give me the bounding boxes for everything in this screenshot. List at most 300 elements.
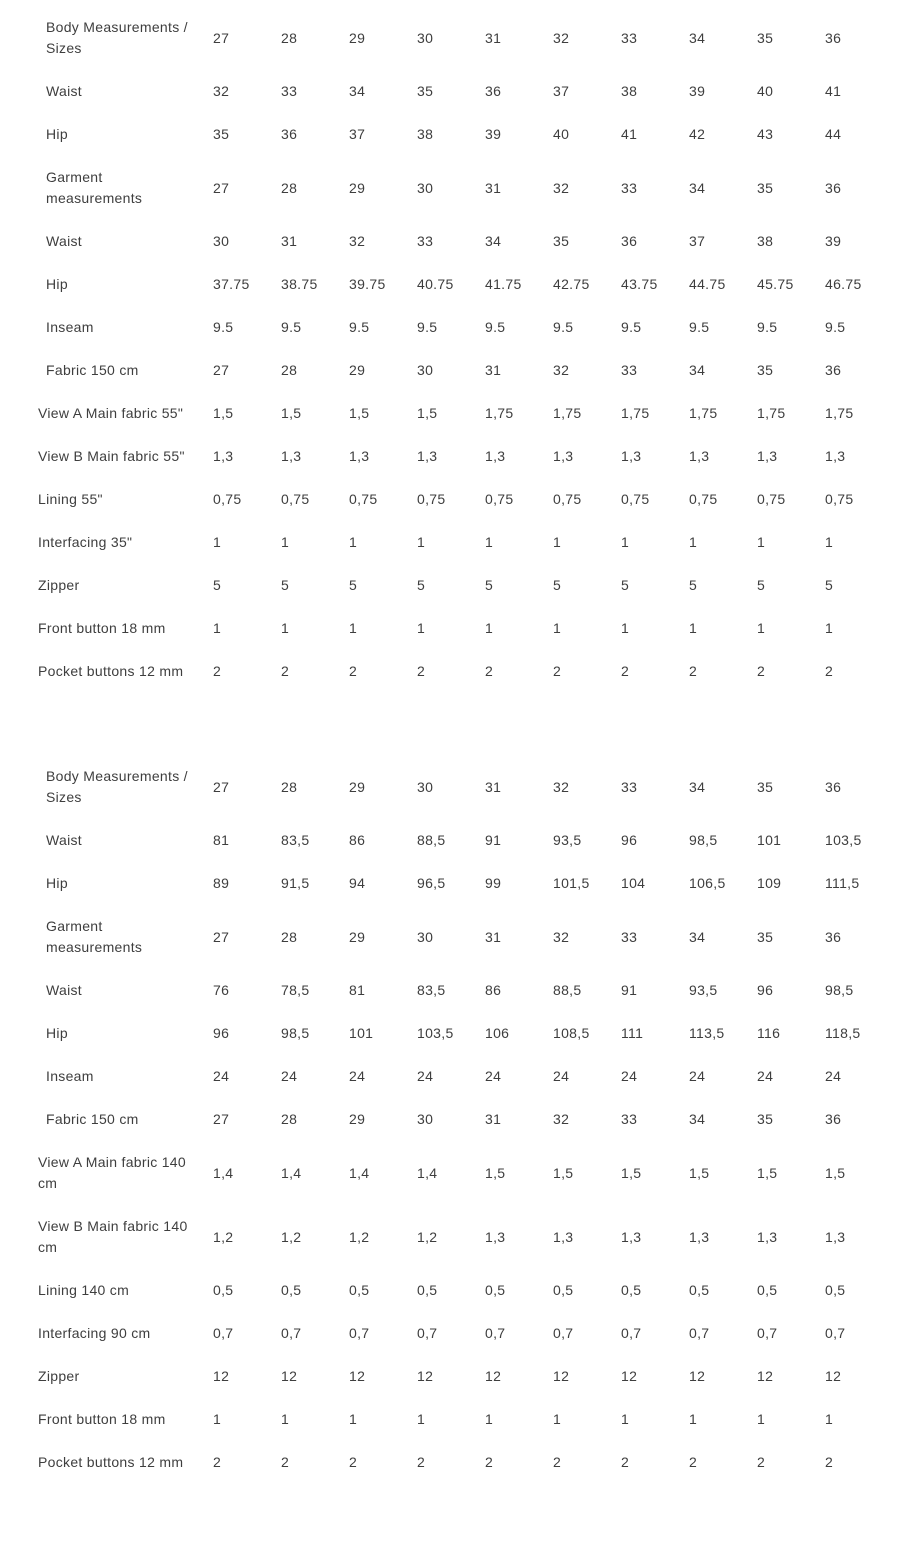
cell-value: 41 (825, 83, 842, 99)
cell-value: 1 (213, 1411, 222, 1427)
cell-value: 0,7 (757, 1325, 778, 1341)
cell-value: 1 (417, 620, 426, 636)
cell-value: 2 (417, 1454, 426, 1470)
row-label: Waist (46, 982, 82, 998)
cell-value: 0,75 (689, 491, 718, 507)
cell-value: 1 (689, 620, 698, 636)
cell-value: 0,7 (485, 1325, 506, 1341)
cell-value: 1,75 (621, 405, 650, 421)
cell-value: 29 (349, 179, 366, 196)
cell-value: 32 (553, 179, 570, 196)
table-row (38, 70, 893, 113)
cell-value: 34 (689, 1111, 706, 1127)
cell-value: 1,3 (485, 448, 506, 464)
cell-value: 1,3 (825, 1228, 846, 1245)
cell-value: 1,3 (553, 448, 574, 464)
cell-value: 1,3 (825, 448, 846, 464)
cell-value: 9.5 (417, 319, 438, 335)
cell-value: 9.5 (213, 319, 234, 335)
cell-value: 37 (349, 126, 366, 142)
cell-value: 30 (417, 179, 434, 196)
cell-value: 24 (621, 1068, 638, 1084)
cell-value: 32 (553, 778, 570, 795)
cell-value: 0,75 (281, 491, 310, 507)
cell-value: 1 (825, 620, 834, 636)
cell-value: 29 (349, 1111, 366, 1127)
cell-value: 34 (349, 83, 366, 99)
cell-value: 1 (281, 620, 290, 636)
cell-value: 35 (213, 126, 230, 142)
table-row (38, 650, 893, 693)
cell-value: 1 (281, 534, 290, 550)
table-row (38, 905, 893, 969)
cell-value: 2 (213, 1454, 222, 1470)
cell-value: 0,5 (689, 1282, 710, 1298)
cell-value: 5 (757, 577, 766, 593)
row-label: Front button 18 mm (38, 1411, 166, 1427)
cell-value: 41.75 (485, 276, 522, 292)
cell-value: 0,5 (485, 1282, 506, 1298)
cell-value: 41 (621, 126, 638, 142)
table-row (38, 862, 893, 905)
cell-value: 104 (621, 875, 646, 891)
cell-value: 12 (349, 1368, 366, 1384)
table-row (38, 755, 893, 819)
cell-value: 33 (281, 83, 298, 99)
cell-value: 1,3 (213, 448, 234, 464)
cell-value: 27 (213, 179, 230, 196)
cell-value: 101 (349, 1025, 374, 1041)
cell-value: 29 (349, 928, 366, 945)
cell-value: 109 (757, 875, 782, 891)
cell-value: 31 (485, 362, 502, 378)
table-row (38, 435, 893, 478)
table-row (38, 607, 893, 650)
cell-value: 24 (417, 1068, 434, 1084)
cell-value: 35 (757, 362, 774, 378)
cell-value: 39 (689, 83, 706, 99)
cell-value: 2 (553, 663, 562, 679)
cell-value: 9.5 (349, 319, 370, 335)
row-label: Garment measurements (46, 169, 143, 206)
cell-value: 0,7 (349, 1325, 370, 1341)
cell-value: 35 (757, 928, 774, 945)
cell-value: 2 (689, 663, 698, 679)
cell-value: 12 (213, 1368, 230, 1384)
cell-value: 1 (485, 534, 494, 550)
cell-value: 12 (621, 1368, 638, 1384)
table-row (38, 478, 893, 521)
table-row (38, 263, 893, 306)
cell-value: 1 (213, 620, 222, 636)
cell-value: 1,4 (213, 1164, 234, 1181)
table-row (38, 1012, 893, 1055)
table-row (38, 521, 893, 564)
cell-value: 1,5 (553, 1164, 574, 1181)
cell-value: 34 (689, 179, 706, 196)
cell-value: 36 (825, 362, 842, 378)
cell-value: 113,5 (689, 1025, 725, 1041)
cell-value: 1 (757, 620, 766, 636)
cell-value: 35 (757, 29, 774, 46)
cell-value: 1,75 (485, 405, 514, 421)
row-label: View A Main fabric 55" (38, 405, 184, 421)
cell-value: 1,2 (213, 1228, 234, 1245)
cell-value: 1 (757, 534, 766, 550)
cell-value: 88,5 (553, 982, 582, 998)
cell-value: 34 (689, 29, 706, 46)
cell-value: 1,3 (689, 448, 710, 464)
cell-value: 27 (213, 928, 230, 945)
cell-value: 36 (825, 179, 842, 196)
cell-value: 37 (689, 233, 706, 249)
cell-value: 98,5 (689, 832, 718, 848)
table-row (38, 1398, 893, 1441)
cell-value: 36 (825, 29, 842, 46)
cell-value: 2 (349, 1454, 358, 1470)
cell-value: 1,75 (553, 405, 582, 421)
cell-value: 29 (349, 778, 366, 795)
row-label: View A Main fabric 140 cm (38, 1154, 186, 1191)
metric-size-table (38, 755, 893, 1484)
cell-value: 36 (825, 1111, 842, 1127)
cell-value: 86 (485, 982, 502, 998)
cell-value: 34 (689, 928, 706, 945)
table-row (38, 1205, 893, 1269)
row-label: Fabric 150 cm (46, 1111, 139, 1127)
cell-value: 1,3 (281, 448, 302, 464)
cell-value: 5 (689, 577, 698, 593)
cell-value: 0,75 (349, 491, 378, 507)
cell-value: 1 (757, 1411, 766, 1427)
cell-value: 1,3 (553, 1228, 574, 1245)
cell-value: 99 (485, 875, 502, 891)
cell-value: 9.5 (621, 319, 642, 335)
cell-value: 1 (689, 1411, 698, 1427)
cell-value: 5 (553, 577, 562, 593)
row-label: Inseam (46, 1068, 94, 1084)
cell-value: 1,5 (213, 405, 234, 421)
table-row (38, 1055, 893, 1098)
cell-value: 118,5 (825, 1025, 861, 1041)
cell-value: 38 (417, 126, 434, 142)
cell-value: 24 (689, 1068, 706, 1084)
row-label: View B Main fabric 55" (38, 448, 185, 464)
row-label: Waist (46, 832, 82, 848)
table-row (38, 1441, 893, 1484)
row-label: Inseam (46, 319, 94, 335)
cell-value: 1 (553, 620, 562, 636)
cell-value: 43 (757, 126, 774, 142)
row-label: Lining 55" (38, 491, 103, 507)
cell-value: 32 (553, 1111, 570, 1127)
cell-value: 2 (281, 663, 290, 679)
cell-value: 9.5 (281, 319, 302, 335)
cell-value: 36 (485, 83, 502, 99)
cell-value: 36 (825, 778, 842, 795)
cell-value: 1,5 (417, 405, 438, 421)
cell-value: 34 (485, 233, 502, 249)
cell-value: 31 (485, 1111, 502, 1127)
table-row (38, 1269, 893, 1312)
row-label: Lining 140 cm (38, 1282, 130, 1298)
cell-value: 40 (757, 83, 774, 99)
cell-value: 2 (281, 1454, 290, 1470)
cell-value: 35 (757, 1111, 774, 1127)
cell-value: 36 (281, 126, 298, 142)
cell-value: 94 (349, 875, 366, 891)
cell-value: 45.75 (757, 276, 794, 292)
cell-value: 27 (213, 778, 230, 795)
cell-value: 2 (757, 1454, 766, 1470)
cell-value: 34 (689, 362, 706, 378)
cell-value: 1 (621, 1411, 630, 1427)
cell-value: 1,5 (281, 405, 302, 421)
cell-value: 5 (349, 577, 358, 593)
cell-value: 83,5 (281, 832, 310, 848)
cell-value: 0,75 (485, 491, 514, 507)
row-label: Hip (46, 276, 68, 292)
cell-value: 39.75 (349, 276, 386, 292)
cell-value: 0,5 (757, 1282, 778, 1298)
cell-value: 42 (689, 126, 706, 142)
cell-value: 1,75 (689, 405, 718, 421)
cell-value: 38.75 (281, 276, 318, 292)
table-row (38, 392, 893, 435)
cell-value: 103,5 (825, 832, 862, 848)
cell-value: 1,3 (757, 448, 778, 464)
row-label: Waist (46, 233, 82, 249)
cell-value: 91,5 (281, 875, 310, 891)
cell-value: 0,7 (417, 1325, 438, 1341)
cell-value: 1,3 (417, 448, 438, 464)
cell-value: 35 (757, 778, 774, 795)
cell-value: 2 (621, 663, 630, 679)
table-row (38, 564, 893, 607)
cell-value: 24 (825, 1068, 842, 1084)
cell-value: 1,5 (621, 1164, 642, 1181)
cell-value: 83,5 (417, 982, 446, 998)
cell-value: 1,4 (281, 1164, 302, 1181)
cell-value: 44.75 (689, 276, 726, 292)
cell-value: 5 (281, 577, 290, 593)
cell-value: 0,75 (213, 491, 242, 507)
row-label: Interfacing 35" (38, 534, 133, 550)
cell-value: 96,5 (417, 875, 446, 891)
cell-value: 2 (417, 663, 426, 679)
cell-value: 89 (213, 875, 230, 891)
cell-value: 28 (281, 362, 298, 378)
cell-value: 30 (417, 1111, 434, 1127)
cell-value: 1 (825, 534, 834, 550)
cell-value: 91 (485, 832, 502, 848)
cell-value: 0,75 (621, 491, 650, 507)
cell-value: 93,5 (553, 832, 582, 848)
cell-value: 30 (213, 233, 230, 249)
cell-value: 35 (757, 179, 774, 196)
cell-value: 1 (485, 620, 494, 636)
cell-value: 1,5 (485, 1164, 506, 1181)
cell-value: 1 (621, 620, 630, 636)
row-label: Hip (46, 875, 68, 891)
cell-value: 36 (621, 233, 638, 249)
cell-value: 101 (757, 832, 782, 848)
cell-value: 1,2 (281, 1228, 302, 1245)
cell-value: 43.75 (621, 276, 658, 292)
cell-value: 5 (825, 577, 834, 593)
cell-value: 34 (689, 778, 706, 795)
cell-value: 32 (553, 362, 570, 378)
cell-value: 28 (281, 778, 298, 795)
cell-value: 1,5 (689, 1164, 710, 1181)
cell-value: 33 (621, 362, 638, 378)
cell-value: 2 (349, 663, 358, 679)
cell-value: 2 (485, 663, 494, 679)
cell-value: 1 (417, 534, 426, 550)
row-label: View B Main fabric 140 cm (38, 1218, 188, 1255)
cell-value: 76 (213, 982, 230, 998)
cell-value: 33 (621, 928, 638, 945)
cell-value: 88,5 (417, 832, 446, 848)
cell-value: 24 (553, 1068, 570, 1084)
cell-value: 30 (417, 362, 434, 378)
cell-value: 2 (621, 1454, 630, 1470)
cell-value: 9.5 (689, 319, 710, 335)
cell-value: 0,5 (213, 1282, 234, 1298)
row-label: Zipper (38, 577, 80, 593)
cell-value: 29 (349, 362, 366, 378)
table-row (38, 349, 893, 392)
table-row (38, 306, 893, 349)
cell-value: 24 (213, 1068, 230, 1084)
cell-value: 28 (281, 179, 298, 196)
cell-value: 12 (825, 1368, 842, 1384)
cell-value: 2 (213, 663, 222, 679)
cell-value: 31 (485, 778, 502, 795)
cell-value: 37.75 (213, 276, 250, 292)
cell-value: 39 (485, 126, 502, 142)
row-label: Hip (46, 126, 68, 142)
cell-value: 5 (213, 577, 222, 593)
cell-value: 1,3 (621, 448, 642, 464)
cell-value: 1,5 (757, 1164, 778, 1181)
cell-value: 30 (417, 29, 434, 46)
cell-value: 93,5 (689, 982, 718, 998)
cell-value: 108,5 (553, 1025, 590, 1041)
table-row (38, 113, 893, 156)
cell-value: 12 (281, 1368, 298, 1384)
cell-value: 0,75 (825, 491, 854, 507)
cell-value: 96 (757, 982, 774, 998)
row-label: Interfacing 90 cm (38, 1325, 151, 1341)
cell-value: 46.75 (825, 276, 862, 292)
cell-value: 0,75 (553, 491, 582, 507)
table-row (38, 6, 893, 70)
row-label: Front button 18 mm (38, 620, 166, 636)
cell-value: 1 (349, 620, 358, 636)
cell-value: 1 (553, 1411, 562, 1427)
cell-value: 0,7 (825, 1325, 846, 1341)
cell-value: 2 (825, 1454, 834, 1470)
cell-value: 0,7 (213, 1325, 234, 1341)
cell-value: 1,3 (621, 1228, 642, 1245)
cell-value: 5 (485, 577, 494, 593)
cell-value: 1,75 (757, 405, 786, 421)
cell-value: 33 (621, 29, 638, 46)
cell-value: 2 (553, 1454, 562, 1470)
cell-value: 96 (213, 1025, 230, 1041)
cell-value: 31 (485, 179, 502, 196)
cell-value: 38 (757, 233, 774, 249)
cell-value: 0,5 (417, 1282, 438, 1298)
cell-value: 0,5 (553, 1282, 574, 1298)
cell-value: 2 (757, 663, 766, 679)
imperial-size-table (38, 6, 893, 693)
cell-value: 5 (417, 577, 426, 593)
cell-value: 81 (213, 832, 230, 848)
cell-value: 9.5 (485, 319, 506, 335)
cell-value: 116 (757, 1025, 781, 1041)
cell-value: 37 (553, 83, 570, 99)
cell-value: 24 (485, 1068, 502, 1084)
cell-value: 0,5 (825, 1282, 846, 1298)
cell-value: 0,5 (349, 1282, 370, 1298)
cell-value: 1,3 (349, 448, 370, 464)
cell-value: 29 (349, 29, 366, 46)
cell-value: 2 (485, 1454, 494, 1470)
cell-value: 98,5 (825, 982, 854, 998)
cell-value: 1 (417, 1411, 426, 1427)
cell-value: 33 (621, 179, 638, 196)
cell-value: 0,75 (757, 491, 786, 507)
table-row (38, 1141, 893, 1205)
cell-value: 12 (417, 1368, 434, 1384)
cell-value: 30 (417, 928, 434, 945)
cell-value: 111 (621, 1025, 644, 1041)
cell-value: 1,5 (349, 405, 370, 421)
cell-value: 1 (213, 534, 222, 550)
cell-value: 38 (621, 83, 638, 99)
cell-value: 0,5 (621, 1282, 642, 1298)
cell-value: 28 (281, 928, 298, 945)
cell-value: 31 (485, 29, 502, 46)
cell-value: 1 (825, 1411, 834, 1427)
row-label: Pocket buttons 12 mm (38, 1454, 184, 1470)
row-label: Garment measurements (46, 918, 143, 955)
cell-value: 0,7 (621, 1325, 642, 1341)
cell-value: 1 (689, 534, 698, 550)
cell-value: 91 (621, 982, 638, 998)
cell-value: 1,75 (825, 405, 854, 421)
cell-value: 27 (213, 362, 230, 378)
table-row (38, 819, 893, 862)
row-label: Zipper (38, 1368, 80, 1384)
table-row (38, 1312, 893, 1355)
cell-value: 2 (825, 663, 834, 679)
cell-value: 0,7 (281, 1325, 302, 1341)
cell-value: 24 (757, 1068, 774, 1084)
cell-value: 32 (213, 83, 230, 99)
table-row (38, 969, 893, 1012)
cell-value: 0,7 (553, 1325, 574, 1341)
cell-value: 12 (757, 1368, 774, 1384)
cell-value: 1,3 (689, 1228, 710, 1245)
cell-value: 9.5 (553, 319, 574, 335)
cell-value: 98,5 (281, 1025, 310, 1041)
cell-value: 1,2 (349, 1228, 370, 1245)
row-label: Hip (46, 1025, 68, 1041)
cell-value: 1 (485, 1411, 494, 1427)
